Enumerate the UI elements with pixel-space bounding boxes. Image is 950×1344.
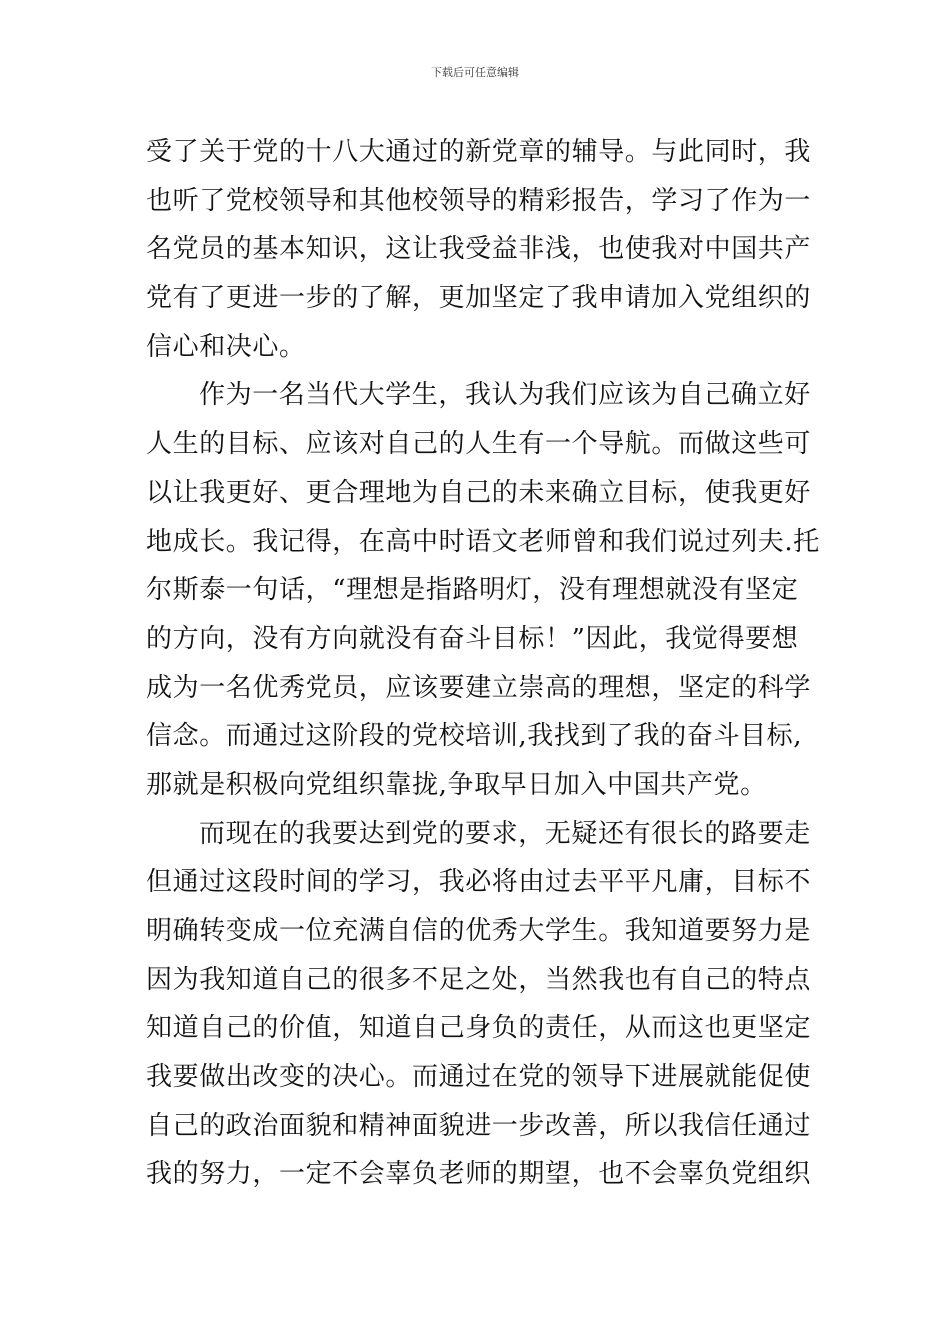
paragraph-1 — [146, 128, 816, 371]
text-line: 我要做出改变的决心。而通过在党的领导下进展就能促使 — [146, 1062, 812, 1093]
text-line: 但通过这段时间的学习，我必将由过去平平凡庸，目标不 — [146, 867, 812, 898]
page-header: 下载后可任意编辑 — [431, 66, 519, 79]
paragraph-2 — [146, 371, 820, 809]
text-line: 受了关于党的十八大通过的新党章的辅导。与此同时，我 — [146, 137, 812, 167]
text-line: 信念。而通过这阶段的党校培训,我找到了我的奋斗目标, — [146, 721, 803, 752]
document-body — [146, 128, 820, 1199]
paragraph-3 — [146, 810, 816, 1200]
text-line: 自己的政治面貌和精神面貌进一步改善，所以我信任通过 — [146, 1110, 812, 1141]
text-line: 成为一名优秀党员，应该要建立崇高的理想，坚定的科学 — [146, 672, 812, 703]
text-line: 人生的目标、应该对自己的人生有一个导航。而做这些可 — [146, 429, 812, 460]
text-line: 因为我知道自己的很多不足之处，当然我也有自己的特点 — [146, 964, 812, 995]
text-line: 以让我更好、更合理地为自己的未来确立目标，使我更好 — [146, 477, 812, 508]
text-line: 明确转变成一位充满自信的优秀大学生。我知道要努力是 — [146, 916, 812, 946]
text-line: 而现在的我要达到党的要求，无疑还有很长的路要走 — [199, 818, 811, 849]
text-line: 地成长。我记得，在高中时语文老师曾和我们说过列夫.托 — [146, 526, 820, 557]
text-line: 知道自己的价值，知道自己身负的责任，从而这也更坚定 — [146, 1013, 812, 1044]
text-line: 作为一名当代大学生，我认为我们应该为自己确立好 — [199, 380, 811, 411]
text-line: 名党员的基本知识，这让我受益非浅，也使我对中国共产 — [146, 234, 812, 265]
text-line: 的方向，没有方向就没有奋斗目标！”因此，我觉得要想 — [146, 623, 799, 654]
text-line: 那就是积极向党组织靠拢,争取早日加入中国共产党。 — [146, 769, 767, 800]
text-line: 党有了更进一步的了解，更加坚定了我申请加入党组织的 — [146, 283, 812, 314]
text-line: 也听了党校领导和其他校领导的精彩报告，学习了作为一 — [146, 185, 812, 216]
text-line: 我的努力，一定不会辜负老师的期望，也不会辜负党组织 — [146, 1159, 812, 1190]
text-line: 尔斯泰一句话，“理想是指路明灯，没有理想就没有坚定 — [146, 575, 799, 606]
text-line: 信心和决心。 — [146, 331, 306, 362]
